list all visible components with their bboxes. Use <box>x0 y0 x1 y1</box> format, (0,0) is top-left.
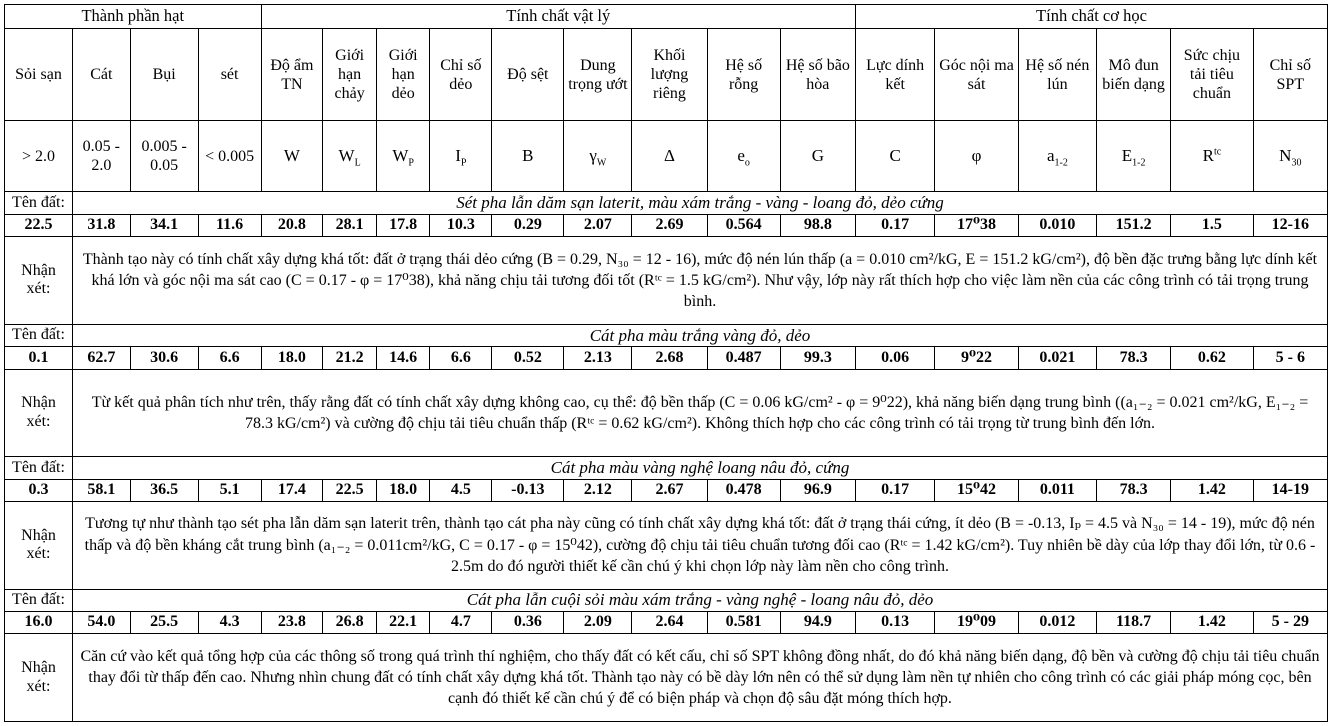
column-symbol-text: γ <box>589 146 597 166</box>
value-cell: 62.7 <box>72 347 130 369</box>
column-name: Khối lượng riêng <box>632 29 707 121</box>
column-name: sét <box>198 29 261 121</box>
column-symbol-text: > 2.0 <box>21 147 55 165</box>
value-cell: 98.8 <box>780 214 855 236</box>
column-symbol <box>130 121 198 192</box>
column-symbol <box>492 121 564 192</box>
value-cell: 2.09 <box>564 611 632 633</box>
value-cell: 0.3 <box>5 479 73 501</box>
value-cell: 0.012 <box>1018 611 1096 633</box>
column-symbol-text: W <box>283 146 300 166</box>
column-symbol-text: Δ <box>663 146 675 166</box>
remark-text: Tương tự như thành tạo sét pha lẫn dăm sạn laterit trên, thành tạo cát pha này cũng có tính chất xây dựng khá tốt: đất ở trạng thái cứng, ít dẻo (B = -0.13, Iₚ = 4.5 và N₃₀ = 14 - 19), mức độ nén thấp và độ bền kháng cắt trung bình (a₁₋₂ = 0.011cm²/kG, C = 0.17 - φ = 15⁰42), cường độ chịu tải tiêu chuẩn tương đối cao (Rᵗᶜ = 1.42 kG/cm²). Tuy nhiên bề dày của lớp thay đổi lớn, từ 0.6 - 2.5m do đó người thiết kế cần chú ý khi chọn lớp này làm nền cho công trình. <box>72 501 1327 589</box>
value-cell: 28.1 <box>323 214 377 236</box>
value-cell: 2.68 <box>632 347 707 369</box>
column-symbol <box>1018 121 1096 192</box>
value-cell: 5 - 6 <box>1253 347 1327 369</box>
value-cell: 0.581 <box>707 611 780 633</box>
soil-name-row <box>5 324 1328 346</box>
column-name: Chỉ số dẻo <box>430 29 492 121</box>
column-symbol-text: a <box>1046 146 1055 166</box>
value-cell: 14.6 <box>376 347 430 369</box>
remark-row <box>5 501 1328 589</box>
value-cell: 12-16 <box>1253 214 1327 236</box>
value-cell: 0.13 <box>855 611 934 633</box>
table-body <box>5 5 1328 722</box>
table-row <box>5 347 1328 369</box>
value-cell: 22.5 <box>323 479 377 501</box>
value-cell: 151.2 <box>1097 214 1171 236</box>
column-symbol <box>935 121 1018 192</box>
value-cell: 34.1 <box>130 214 198 236</box>
column-symbol-subscript: L <box>354 157 361 169</box>
soil-name-label: Tên đất: <box>5 457 73 479</box>
value-cell: 2.64 <box>632 611 707 633</box>
soil-name-label: Tên đất: <box>5 589 73 611</box>
value-cell: 78.3 <box>1097 479 1171 501</box>
column-symbol-subscript: 30 <box>1291 157 1302 169</box>
column-symbol-text: B <box>522 146 534 166</box>
value-cell: 6.6 <box>198 347 261 369</box>
column-name: Hệ số nén lún <box>1018 29 1096 121</box>
value-cell: 1.42 <box>1171 611 1253 633</box>
column-name: Bụi <box>130 29 198 121</box>
soil-name: Cát pha màu vàng nghệ loang nâu đỏ, cứng <box>72 457 1327 479</box>
column-symbol-text: R <box>1202 146 1214 166</box>
column-name: Hệ số bão hòa <box>780 29 855 121</box>
soil-name-label: Tên đất: <box>5 192 73 214</box>
column-symbol <box>780 121 855 192</box>
value-cell: 94.9 <box>780 611 855 633</box>
group-header-mechanical: Tính chất cơ học <box>855 5 1327 29</box>
group-header-row <box>5 5 1328 29</box>
soil-name-row <box>5 589 1328 611</box>
remark-label: Nhận xét: <box>5 501 73 589</box>
value-cell: 17⁰38 <box>935 214 1018 236</box>
value-cell: 4.5 <box>430 479 492 501</box>
value-cell: 1.5 <box>1171 214 1253 236</box>
value-cell: 0.62 <box>1171 347 1253 369</box>
value-cell: 5.1 <box>198 479 261 501</box>
value-cell: 0.564 <box>707 214 780 236</box>
value-cell: 0.29 <box>492 214 564 236</box>
column-symbol <box>855 121 934 192</box>
column-name: Sức chịu tải tiêu chuẩn <box>1171 29 1253 121</box>
value-cell: 21.2 <box>323 347 377 369</box>
column-symbol <box>1097 121 1171 192</box>
value-cell: 2.12 <box>564 479 632 501</box>
value-cell: 4.3 <box>198 611 261 633</box>
group-header-particles: Thành phần hạt <box>5 5 262 29</box>
value-cell: 5 - 29 <box>1253 611 1327 633</box>
value-cell: 2.67 <box>632 479 707 501</box>
column-name: Sỏi sạn <box>5 29 73 121</box>
column-symbol-subscript: 1-2 <box>1132 157 1146 169</box>
value-cell: 0.52 <box>492 347 564 369</box>
column-symbol-subscript: 1-2 <box>1054 157 1068 169</box>
value-cell: 22.1 <box>376 611 430 633</box>
value-cell: 0.011 <box>1018 479 1096 501</box>
value-cell: 36.5 <box>130 479 198 501</box>
value-cell: 2.69 <box>632 214 707 236</box>
remark-row <box>5 369 1328 457</box>
column-symbol-text: I <box>455 146 461 166</box>
column-symbol-text: < 0.005 <box>205 147 255 165</box>
column-name: Lực dính kết <box>855 29 934 121</box>
column-name: Cát <box>72 29 130 121</box>
column-symbol <box>1253 121 1327 192</box>
column-symbol-text: W <box>338 146 355 166</box>
value-cell: 18.0 <box>261 347 323 369</box>
value-cell: 118.7 <box>1097 611 1171 633</box>
remark-text: Căn cứ vào kết quả tổng hợp của các thông số trong quá trình thí nghiệm, cho thấy đất có kết cấu, chỉ số SPT không đồng nhất, do đó khả năng biến dạng, độ bền và cường độ chịu tải tiêu chuẩn thay đổi từ thấp đến cao. Nhưng nhìn chung đất có tính chất xây dựng khá tốt. Thành tạo này có bề dày lớn nên có thể sử dụng làm nền tự nhiên cho công trình có các giải pháp móng cọc, bên cạnh đó thiết kế cần chú ý để có biện pháp và chọn độ sâu đặt móng thích hợp. <box>72 634 1327 722</box>
soil-name: Sét pha lẫn dăm sạn laterit, màu xám trắng - vàng - loang đỏ, dẻo cứng <box>72 192 1327 214</box>
table-row <box>5 611 1328 633</box>
remark-text: Từ kết quả phân tích như trên, thấy rằng đất có tính chất xây dựng không cao, cụ thể: độ bền thấp (C = 0.06 kG/cm² - φ = 9⁰22), khả năng biến dạng trung bình ((a₁₋₂ = 0.021 cm²/kG, E₁₋₂ = 78.3 kG/cm²) và cường độ chịu tải tiêu chuẩn thấp (Rᵗᶜ = 0.62 kG/cm²). Không thích hợp cho các công trình có tải trọng từ trung bình đến lớn. <box>72 369 1327 457</box>
column-symbol-text: 0.005 - 0.05 <box>141 138 187 175</box>
value-cell: 1.42 <box>1171 479 1253 501</box>
column-symbol-row <box>5 121 1328 192</box>
value-cell: 30.6 <box>130 347 198 369</box>
value-cell: 0.010 <box>1018 214 1096 236</box>
column-symbol <box>72 121 130 192</box>
column-symbol <box>323 121 377 192</box>
remark-label: Nhận xét: <box>5 369 73 457</box>
remark-row <box>5 237 1328 325</box>
column-symbol-text: φ <box>971 146 982 166</box>
value-cell: 0.06 <box>855 347 934 369</box>
soil-name-label: Tên đất: <box>5 324 73 346</box>
value-cell: 19⁰09 <box>935 611 1018 633</box>
value-cell: -0.13 <box>492 479 564 501</box>
value-cell: 0.1 <box>5 347 73 369</box>
value-cell: 15⁰42 <box>935 479 1018 501</box>
column-name: Góc nội ma sát <box>935 29 1018 121</box>
value-cell: 78.3 <box>1097 347 1171 369</box>
remark-text: Thành tạo này có tính chất xây dựng khá tốt: đất ở trạng thái dẻo cứng (B = 0.29, N₃₀ = 12 - 16), mức độ nén lún thấp (a = 0.010 cm²/kG, E = 151.2 kG/cm²), độ bền đặc trưng bằng lực dính kết khá lớn và góc nội ma sát cao (C = 0.17 - φ = 17⁰38), khả năng chịu tải tương đối tốt (Rᵗᶜ = 1.5 kG/cm²). Như vậy, lớp này rất thích hợp cho việc làm nền của các công trình có tải trọng trung bình. <box>72 237 1327 325</box>
value-cell: 10.3 <box>430 214 492 236</box>
column-symbol <box>1171 121 1253 192</box>
value-cell: 0.478 <box>707 479 780 501</box>
value-cell: 16.0 <box>5 611 73 633</box>
remark-row <box>5 634 1328 722</box>
column-symbol-text: N <box>1279 146 1292 166</box>
column-symbol <box>198 121 261 192</box>
value-cell: 6.6 <box>430 347 492 369</box>
column-name-row <box>5 29 1328 121</box>
value-cell: 0.36 <box>492 611 564 633</box>
soil-name-row <box>5 457 1328 479</box>
value-cell: 4.7 <box>430 611 492 633</box>
column-symbol-text: G <box>811 146 824 166</box>
column-symbol <box>376 121 430 192</box>
column-name: Giới hạn chảy <box>323 29 377 121</box>
column-symbol-text: e <box>737 146 745 166</box>
column-name: Độ ẩm TN <box>261 29 323 121</box>
value-cell: 0.487 <box>707 347 780 369</box>
column-symbol <box>430 121 492 192</box>
value-cell: 2.07 <box>564 214 632 236</box>
column-symbol <box>564 121 632 192</box>
value-cell: 2.13 <box>564 347 632 369</box>
column-symbol <box>5 121 73 192</box>
value-cell: 17.4 <box>261 479 323 501</box>
column-symbol <box>261 121 323 192</box>
column-name: Dung trọng ướt <box>564 29 632 121</box>
column-symbol-subscript: W <box>596 157 607 169</box>
value-cell: 17.8 <box>376 214 430 236</box>
column-symbol-subscript: o <box>744 157 750 169</box>
value-cell: 0.17 <box>855 214 934 236</box>
value-cell: 18.0 <box>376 479 430 501</box>
soil-name: Cát pha lẫn cuội sỏi màu xám trắng - vàng nghệ - loang nâu đỏ, dẻo <box>72 589 1327 611</box>
column-symbol-text: 0.05 - 2.0 <box>82 138 120 175</box>
value-cell: 58.1 <box>72 479 130 501</box>
column-name: Giới hạn dẻo <box>376 29 430 121</box>
column-symbol-text: W <box>392 146 409 166</box>
value-cell: 11.6 <box>198 214 261 236</box>
table-row <box>5 214 1328 236</box>
value-cell: 14-19 <box>1253 479 1327 501</box>
soil-properties-table <box>4 4 1328 722</box>
soil-name: Cát pha màu trắng vàng đỏ, dẻo <box>72 324 1327 346</box>
value-cell: 25.5 <box>130 611 198 633</box>
remark-label: Nhận xét: <box>5 634 73 722</box>
soil-name-row <box>5 192 1328 214</box>
remark-label: Nhận xét: <box>5 237 73 325</box>
column-symbol <box>707 121 780 192</box>
value-cell: 20.8 <box>261 214 323 236</box>
column-name: Chỉ số SPT <box>1253 29 1327 121</box>
value-cell: 23.8 <box>261 611 323 633</box>
value-cell: 22.5 <box>5 214 73 236</box>
value-cell: 99.3 <box>780 347 855 369</box>
column-symbol-subscript: P <box>460 157 467 169</box>
value-cell: 96.9 <box>780 479 855 501</box>
value-cell: 54.0 <box>72 611 130 633</box>
value-cell: 31.8 <box>72 214 130 236</box>
column-symbol-subscript: P <box>408 157 414 169</box>
column-name: Hệ số rỗng <box>707 29 780 121</box>
column-symbol-text: E <box>1121 146 1133 166</box>
column-symbol <box>632 121 707 192</box>
value-cell: 0.17 <box>855 479 934 501</box>
value-cell: 0.021 <box>1018 347 1096 369</box>
column-symbol-text: C <box>889 146 901 166</box>
column-symbol-superscript: tc <box>1213 146 1222 158</box>
value-cell: 26.8 <box>323 611 377 633</box>
value-cell: 9⁰22 <box>935 347 1018 369</box>
table-row <box>5 479 1328 501</box>
column-name: Độ sệt <box>492 29 564 121</box>
group-header-physical: Tính chất vật lý <box>261 5 855 29</box>
column-name: Mô đun biến dạng <box>1097 29 1171 121</box>
